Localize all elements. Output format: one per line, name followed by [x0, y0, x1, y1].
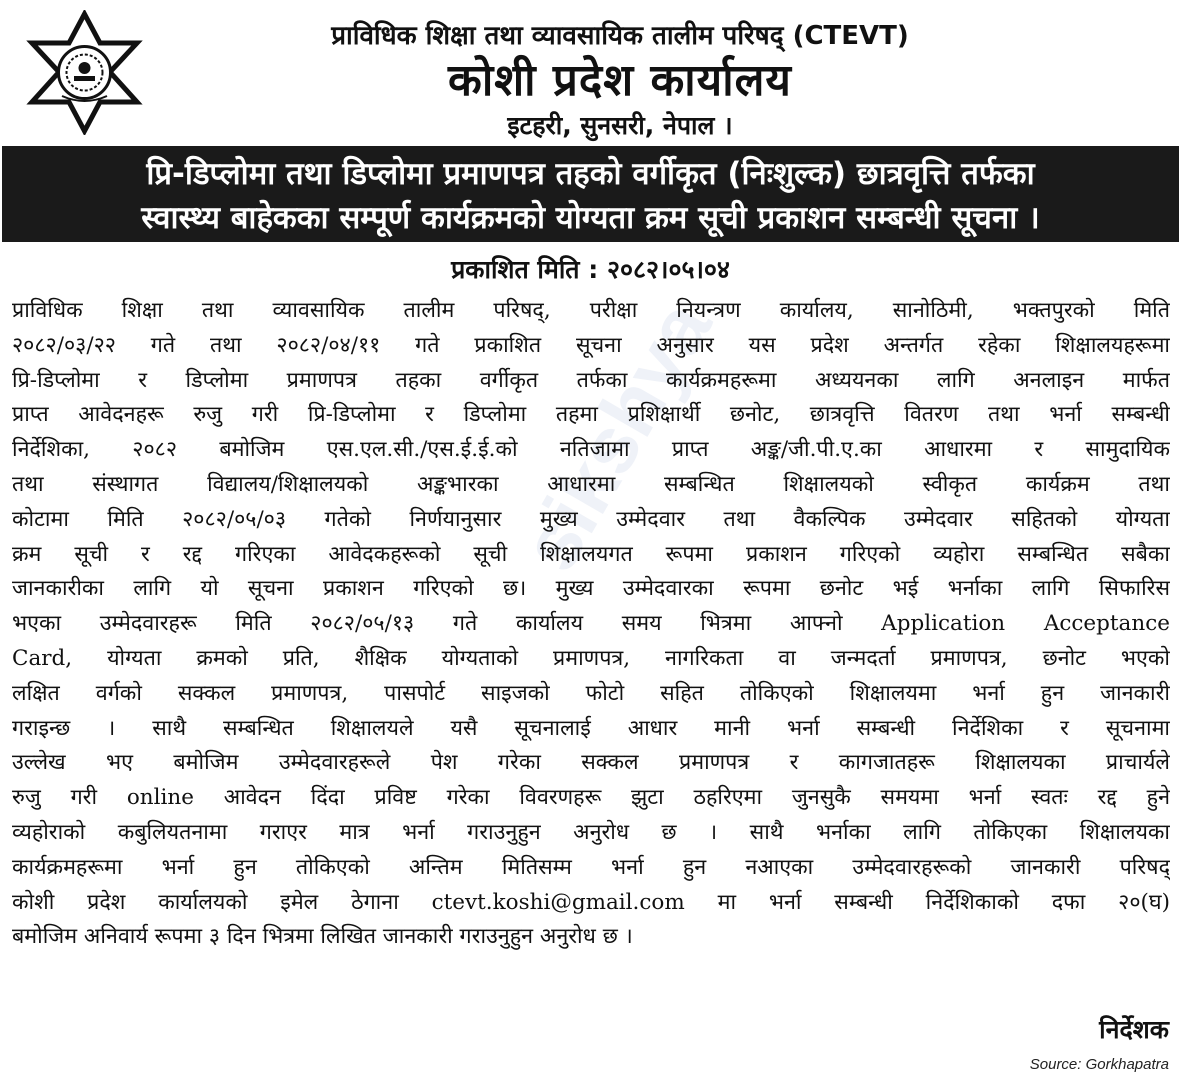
body-line: प्रि-डिप्लोमा र डिप्लोमा प्रमाणपत्र तहका वर्गीकृत तर्फका कार्यक्रमहरूमा अध्ययनका लागि अनलाइन मार्फत [12, 367, 1170, 393]
body-line: कोटामा मिति २०८२/०५/०३ गतेको निर्णयानुसार मुख्य उम्मेदवार तथा वैकल्पिक उम्मेदवार सहितको योग्यता [12, 506, 1170, 532]
body-line: निर्देशिका, २०८२ बमोजिम एस.एल.सी./एस.ई.ई.को नतिजामा प्राप्त अङ्क/जी.पी.ए.का आधारमा र सामुदायिक [12, 437, 1170, 463]
office-address: इटहरी, सुनसरी, नेपाल । [507, 111, 733, 140]
body-line: प्राविधिक शिक्षा तथा व्यावसायिक तालीम परिषद्, परीक्षा नियन्त्रण कार्यालय, सानोठिमी, भक्तपुरको मिति [12, 298, 1170, 323]
body-line: २०८२/०३/२२ गते तथा २०८२/०४/११ गते प्रकाशित सूचना अनुसार यस प्रदेश अन्तर्गत रहेका शिक्षालयहरूमा [12, 332, 1170, 358]
body-line: बमोजिम अनिवार्य रूपमा ३ दिन भित्रमा लिखित जानकारी गराउनुहुन अनुरोध छ । [12, 924, 633, 950]
publication-date-label: प्रकाशित मिति : [451, 255, 599, 284]
notice-body [12, 294, 1170, 955]
body-line: तथा संस्थागत विद्यालय/शिक्षालयको अङ्कभारका आधारमा सम्बन्धित शिक्षालयको स्वीकृत कार्यक्रम तथा [12, 471, 1170, 497]
publication-date-value: २०८२।०५।०४ [606, 255, 730, 284]
notice-title-line-2: स्वास्थ्य बाहेकका सम्पूर्ण कार्यक्रमको योग्यता क्रम सूची प्रकाशन सम्बन्धी सूचना । [141, 200, 1040, 236]
publication-date [0, 252, 1181, 286]
signatory-title: निर्देशक [1099, 1015, 1169, 1044]
notice-title-line-1: प्रि-डिप्लोमा तथा डिप्लोमा प्रमाणपत्र तहको वर्गीकृत (निःशुल्क) छात्रवृत्ति तर्फका [146, 156, 1035, 192]
body-line: कार्यक्रमहरूमा भर्ना हुन तोकिएको अन्तिम मितिसम्म भर्ना हुन नआएका उम्मेदवारहरूको जानकारी परिषद् [12, 854, 1170, 880]
body-line: क्रम सूची र रद्द गरिएका आवेदकहरूको सूची शिक्षालयगत रूपमा प्रकाशन गरिएको व्यहोरा सम्बन्धित सबैका [12, 541, 1170, 567]
body-line: जानकारीका लागि यो सूचना प्रकाशन गरिएको छ। मुख्य उम्मेदवारका रूपमा छनोट भई भर्नाका लागि सिफारिस [12, 576, 1170, 602]
body-line: रुजु गरी online आवेदन दिंदा प्रविष्ट गरेका विवरणहरू झुटा ठहरिएमा जुनसुकै समयमा भर्ना स्वतः रद्द हुने [12, 785, 1170, 811]
source-credit: Source: Gorkhapatra [1029, 1056, 1169, 1073]
notice-title-banner [2, 146, 1179, 242]
office-name: कोशी प्रदेश कार्यालय [448, 55, 792, 106]
ctevt-logo-icon [22, 10, 147, 135]
body-line: गराइन्छ । साथै सम्बन्धित शिक्षालयले यसै सूचनालाई आधार मानी भर्ना सम्बन्धी निर्देशिका र सूचनामा [12, 715, 1170, 741]
body-line: लक्षित वर्गको सक्कल प्रमाणपत्र, पासपोर्ट साइजको फोटो सहित तोकिएको शिक्षालयमा भर्ना हुन जानकारी [12, 680, 1170, 706]
body-line: Card, योग्यता क्रमको प्रति, शैक्षिक योग्यताको प्रमाणपत्र, नागरिकता वा जन्मदर्ता प्रमाणपत्र, छनोट भएको [12, 645, 1170, 671]
watermark: sikshya [504, 286, 729, 586]
body-line: प्राप्त आवेदनहरू रुजु गरी प्रि-डिप्लोमा र डिप्लोमा तहमा प्रशिक्षार्थी छनोट, छात्रवृत्ति वितरण तथा भर्ना सम्बन्धी [12, 402, 1170, 428]
body-line: कोशी प्रदेश कार्यालयको इमेल ठेगाना ctevt.koshi@gmail.com मा भर्ना सम्बन्धी निर्देशिकाको दफा २०(घ) [12, 889, 1170, 915]
body-line: भएका उम्मेदवारहरू मिति २०८२/०५/१३ गते कार्यालय समय भित्रमा आफ्नो Application Acceptance [12, 611, 1170, 637]
body-line: उल्लेख भए बमोजिम उम्मेदवारहरूले पेश गरेका सक्कल प्रमाणपत्र र कागजातहरू शिक्षालयका प्राचार्यले [12, 750, 1170, 776]
organization-name: प्राविधिक शिक्षा तथा व्यावसायिक तालीम परिषद् (CTEVT) [331, 21, 909, 51]
body-line: व्यहोराको कबुलियतनामा गराएर मात्र भर्ना गराउनुहुन अनुरोध छ । साथै भर्नाका लागि तोकिएका शिक्षालयका [12, 819, 1170, 845]
notice-header [0, 0, 1181, 145]
